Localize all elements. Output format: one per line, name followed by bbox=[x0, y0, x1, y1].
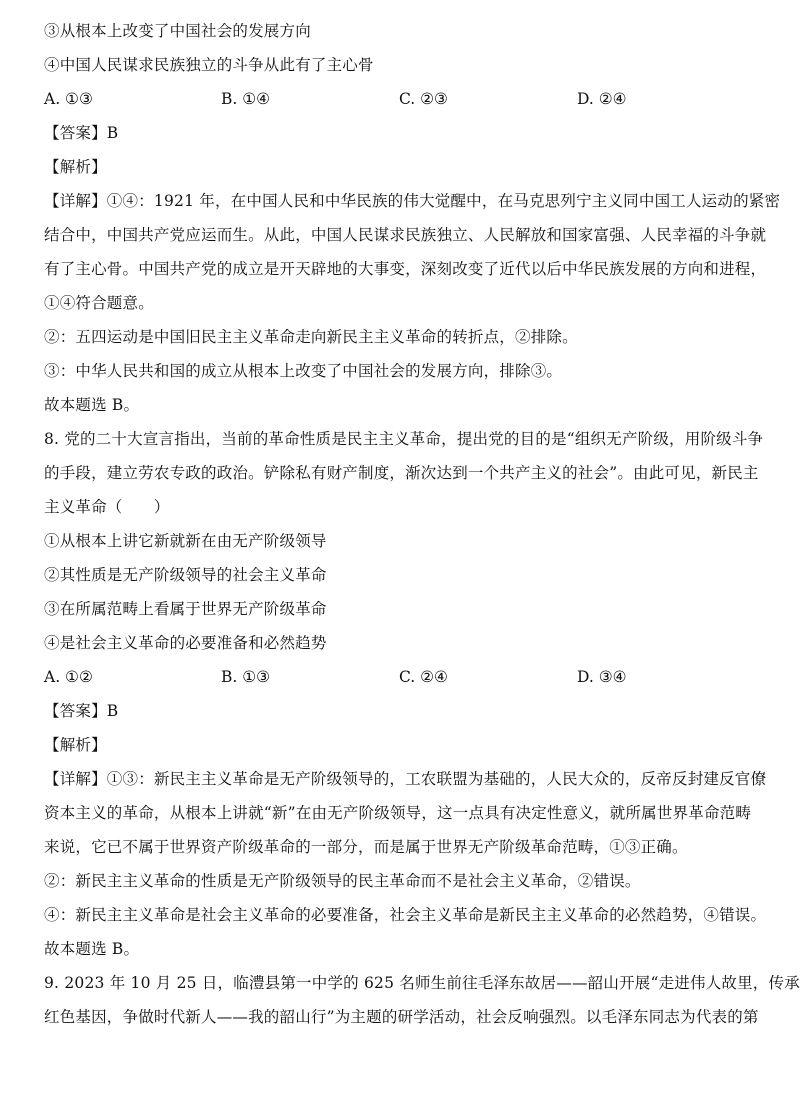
q7-statement-3: ③从根本上改变了中国社会的发展方向 bbox=[44, 22, 311, 40]
q7-options bbox=[44, 89, 764, 109]
q7-option-b: B. ①④ bbox=[221, 90, 271, 108]
q9-stem-line: 9. 2023 年 10 月 25 日，临澧县第一中学的 625 名师生前往毛泽东故居——韶山开展“走进伟人故里，传承 bbox=[44, 974, 800, 992]
q7-detail-line: 结合中，中国共产党应运而生。从此，中国人民谋求民族独立、人民解放和国家富强、人民幸福的斗争就 bbox=[44, 226, 767, 244]
q7-detail-line: ③：中华人民共和国的成立从根本上改变了中国社会的发展方向，排除③。 bbox=[44, 362, 563, 380]
q8-conclusion: 故本题选 B。 bbox=[44, 940, 140, 958]
q8-statement-1: ①从根本上讲它新就新在由无产阶级领导 bbox=[44, 532, 327, 550]
q8-option-c: C. ②④ bbox=[399, 668, 448, 686]
q7-conclusion: 故本题选 B。 bbox=[44, 396, 140, 414]
q9-stem-line: 红色基因，争做时代新人——我的韶山行”为主题的研学活动，社会反响强烈。以毛泽东同志为代表的第 bbox=[44, 1008, 759, 1026]
q8-options bbox=[44, 667, 764, 687]
q8-option-a: A. ①② bbox=[44, 668, 93, 686]
q8-detail-line: 【详解】①③：新民主主义革命是无产阶级领导的，工农联盟为基础的，人民大众的，反帝反封建反官僚 bbox=[44, 770, 767, 788]
q7-statement-4: ④中国人民谋求民族独立的斗争从此有了主心骨 bbox=[44, 56, 374, 74]
q8-option-d: D. ③④ bbox=[577, 668, 627, 686]
q8-detail-line: ④：新民主主义革命是社会主义革命的必要准备，社会主义革命是新民主主义革命的必然趋势，④错误。 bbox=[44, 906, 767, 924]
q7-answer: 【答案】B bbox=[44, 124, 119, 142]
q8-answer: 【答案】B bbox=[44, 702, 119, 720]
q7-analysis-label: 【解析】 bbox=[44, 158, 107, 176]
q8-stem-line: 主义革命（ ） bbox=[44, 498, 170, 516]
q8-statement-4: ④是社会主义革命的必要准备和必然趋势 bbox=[44, 634, 327, 652]
q8-stem-line: 的手段，建立劳农专政的政治。铲除私有财产制度，渐次达到一个共产主义的社会”。由此可见，新民主 bbox=[44, 464, 759, 482]
q7-option-c: C. ②③ bbox=[399, 90, 448, 108]
q7-detail-line: 【详解】①④：1921 年，在中国人民和中华民族的伟大觉醒中，在马克思列宁主义同中国工人运动的紧密 bbox=[44, 192, 781, 210]
q7-option-a: A. ①③ bbox=[44, 90, 93, 108]
q8-option-b: B. ①③ bbox=[221, 668, 271, 686]
q7-detail-line: ①④符合题意。 bbox=[44, 294, 154, 312]
q8-analysis-label: 【解析】 bbox=[44, 736, 107, 754]
q8-statement-2: ②其性质是无产阶级领导的社会主义革命 bbox=[44, 566, 327, 584]
q8-statement-3: ③在所属范畴上看属于世界无产阶级革命 bbox=[44, 600, 327, 618]
q7-option-d: D. ②④ bbox=[577, 90, 627, 108]
q8-detail-line: 来说，它已不属于世界资产阶级革命的一部分，而是属于世界无产阶级革命范畴，①③正确。 bbox=[44, 838, 688, 856]
q8-detail-line: ②：新民主主义革命的性质是无产阶级领导的民主革命而不是社会主义革命，②错误。 bbox=[44, 872, 641, 890]
q7-detail-line: 有了主心骨。中国共产党的成立是开天辟地的大事变，深刻改变了近代以后中华民族发展的方向和进程， bbox=[44, 260, 767, 278]
q7-detail-line: ②：五四运动是中国旧民主主义革命走向新民主主义革命的转折点，②排除。 bbox=[44, 328, 578, 346]
q8-stem-line: 8. 党的二十大宣言指出，当前的革命性质是民主主义革命，提出党的目的是“组织无产阶级，用阶级斗争 bbox=[44, 430, 764, 448]
q8-detail-line: 资本主义的革命，从根本上讲就“新”在由无产阶级领导，这一点具有决定性意义，就所属世界革命范畴 bbox=[44, 804, 752, 822]
